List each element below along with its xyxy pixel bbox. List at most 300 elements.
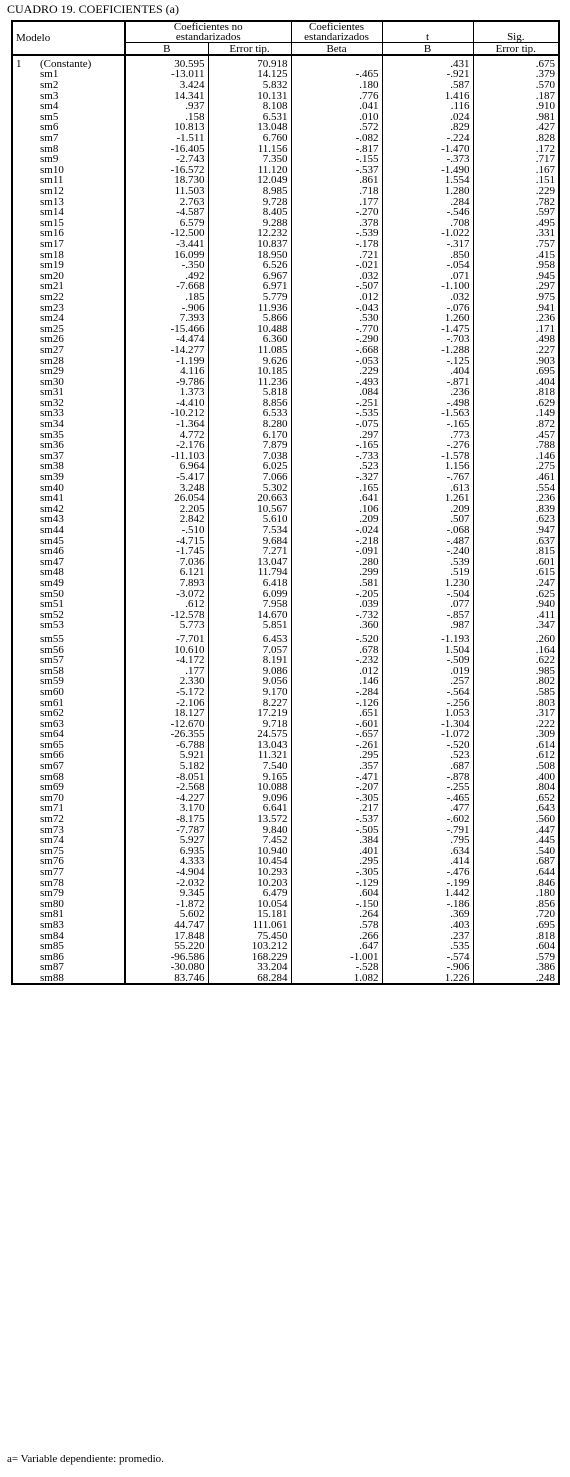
std-error-cell: 13.043 <box>208 740 291 751</box>
std-error-cell: 15.181 <box>208 909 291 920</box>
model-number-cell <box>12 302 37 313</box>
sig-cell: .839 <box>473 504 559 515</box>
table-row <box>12 525 559 536</box>
table-row <box>12 186 559 197</box>
t-cell: -.520 <box>382 740 473 751</box>
b-cell: 1.373 <box>179 387 205 398</box>
b-cell: 10.610 <box>174 644 205 655</box>
sig-cell: .597 <box>473 207 559 218</box>
model-number-cell <box>12 345 37 356</box>
beta-cell: .776 <box>291 90 382 101</box>
table-row <box>12 729 559 740</box>
t-cell: 1.442 <box>382 888 473 899</box>
b-cell: 3.248 <box>179 482 205 493</box>
variable-name-cell: sm50 <box>37 588 125 599</box>
variable-name-cell: sm3 <box>37 90 125 101</box>
variable-name-cell: sm69 <box>37 782 125 793</box>
std-error-cell: 33.204 <box>208 962 291 973</box>
model-number-cell <box>12 888 37 899</box>
variable-name-cell: sm80 <box>37 899 125 910</box>
std-error-cell: 10.837 <box>208 239 291 250</box>
beta-cell: .010 <box>291 112 382 123</box>
sig-cell: .579 <box>473 951 559 962</box>
variable-name-cell: sm48 <box>37 567 125 578</box>
table-row <box>12 909 559 920</box>
model-number-cell <box>12 793 37 804</box>
t-cell: 1.230 <box>382 578 473 589</box>
sig-cell: .411 <box>473 609 559 620</box>
b-cell: .177 <box>185 665 205 677</box>
variable-name-cell: sm19 <box>37 260 125 271</box>
beta-cell: .177 <box>291 196 382 207</box>
sig-cell: .229 <box>473 186 559 197</box>
b-cell: -4.904 <box>176 866 205 878</box>
variable-name-cell: sm1 <box>37 69 125 80</box>
beta-cell: .041 <box>291 101 382 112</box>
sig-cell: .171 <box>473 323 559 334</box>
model-number-cell <box>12 493 37 504</box>
model-number-cell <box>12 218 37 229</box>
model-number-cell <box>12 451 37 462</box>
model-number-cell <box>12 856 37 867</box>
sig-cell: .149 <box>473 408 559 419</box>
table-row <box>12 175 559 186</box>
t-cell: -1.578 <box>382 451 473 462</box>
b-cell: -4.172 <box>176 654 205 666</box>
b-cell: -.906 <box>181 302 205 313</box>
b-cell: -3.072 <box>176 588 205 599</box>
header-model: Modelo <box>12 21 125 55</box>
t-cell: .613 <box>382 482 473 493</box>
beta-cell: -.178 <box>291 239 382 250</box>
model-number-cell <box>12 824 37 835</box>
sig-cell: .570 <box>473 80 559 91</box>
sig-cell: .985 <box>473 665 559 676</box>
b-cell: -.510 <box>181 524 205 536</box>
sig-cell: .445 <box>473 835 559 846</box>
std-error-cell: 20.663 <box>208 493 291 504</box>
std-error-cell: 11.085 <box>208 345 291 356</box>
table-row <box>12 941 559 952</box>
beta-cell: .401 <box>291 846 382 857</box>
model-number-cell <box>12 482 37 493</box>
b-cell: 5.773 <box>179 620 205 631</box>
t-cell: -.791 <box>382 824 473 835</box>
table-row <box>12 323 559 334</box>
beta-cell: .266 <box>291 930 382 941</box>
t-cell: -.878 <box>382 771 473 782</box>
std-error-cell: 10.203 <box>208 877 291 888</box>
b-cell: -1.745 <box>176 545 205 557</box>
table-row <box>12 313 559 324</box>
variable-name-cell: sm9 <box>37 154 125 165</box>
sig-cell: .903 <box>473 355 559 366</box>
sig-cell: .236 <box>473 313 559 324</box>
beta-cell: .039 <box>291 599 382 610</box>
model-number-cell <box>12 665 37 676</box>
variable-name-cell: sm12 <box>37 186 125 197</box>
std-error-cell: 12.049 <box>208 175 291 186</box>
b-cell: -26.355 <box>170 729 205 740</box>
b-cell: 30.595 <box>174 57 205 70</box>
variable-name-cell: sm63 <box>37 718 125 729</box>
variable-name-cell: sm13 <box>37 196 125 207</box>
sig-cell: .554 <box>473 482 559 493</box>
sig-cell: .940 <box>473 599 559 610</box>
sig-cell: .788 <box>473 440 559 451</box>
t-cell: .403 <box>382 920 473 931</box>
sig-cell: .297 <box>473 281 559 292</box>
table-row <box>12 165 559 176</box>
beta-cell: -.535 <box>291 408 382 419</box>
beta-cell: -.155 <box>291 154 382 165</box>
b-cell: -4.474 <box>176 334 205 345</box>
variable-name-cell: sm66 <box>37 750 125 761</box>
table-row <box>12 803 559 814</box>
std-error-cell: 8.191 <box>208 655 291 666</box>
sig-cell: .614 <box>473 740 559 751</box>
std-error-cell: 8.405 <box>208 207 291 218</box>
b-cell: -9.786 <box>176 376 205 387</box>
beta-cell: .106 <box>291 504 382 515</box>
footnote: a= Variable dependiente: promedio. <box>7 1453 164 1465</box>
std-error-cell: 7.350 <box>208 154 291 165</box>
model-number-cell <box>12 408 37 419</box>
beta-cell: .280 <box>291 557 382 568</box>
b-cell: 5.602 <box>179 909 205 920</box>
variable-name-cell: sm78 <box>37 877 125 888</box>
t-cell: .369 <box>382 909 473 920</box>
model-number-cell <box>12 387 37 398</box>
std-error-cell: 5.610 <box>208 514 291 525</box>
sig-cell: .695 <box>473 366 559 377</box>
table-row <box>12 345 559 356</box>
t-cell: .634 <box>382 846 473 857</box>
beta-cell: -.091 <box>291 546 382 557</box>
table-row <box>12 101 559 112</box>
model-number-cell <box>12 398 37 409</box>
sig-cell: .498 <box>473 334 559 345</box>
model-number-cell <box>12 771 37 782</box>
variable-name-cell: sm29 <box>37 366 125 377</box>
sig-cell: .404 <box>473 376 559 387</box>
variable-name-cell: sm65 <box>37 740 125 751</box>
table-row <box>12 718 559 729</box>
variable-name-cell: sm21 <box>37 281 125 292</box>
beta-cell: .578 <box>291 920 382 931</box>
std-error-cell: 10.940 <box>208 846 291 857</box>
sig-cell: .872 <box>473 419 559 430</box>
b-cell: -16.405 <box>170 143 205 154</box>
header-sig-sub: Error tip. <box>473 43 559 55</box>
t-cell: .236 <box>382 387 473 398</box>
table-row <box>12 920 559 931</box>
variable-name-cell: sm85 <box>37 941 125 952</box>
std-error-cell: 14.125 <box>208 69 291 80</box>
std-error-cell: 111.061 <box>208 920 291 931</box>
std-error-cell: 5.818 <box>208 387 291 398</box>
beta-cell: -.465 <box>291 69 382 80</box>
beta-cell: .651 <box>291 708 382 719</box>
std-error-cell: 6.025 <box>208 461 291 472</box>
beta-cell: .165 <box>291 482 382 493</box>
sig-cell: .379 <box>473 69 559 80</box>
sig-cell: .187 <box>473 90 559 101</box>
t-cell: .284 <box>382 196 473 207</box>
model-number-cell <box>12 676 37 687</box>
variable-name-cell: sm52 <box>37 609 125 620</box>
table-row <box>12 546 559 557</box>
t-cell: -1.470 <box>382 143 473 154</box>
b-cell: -12.500 <box>170 228 205 239</box>
sig-cell: .540 <box>473 846 559 857</box>
beta-cell: .299 <box>291 567 382 578</box>
variable-name-cell: sm35 <box>37 429 125 440</box>
sig-cell: .167 <box>473 165 559 176</box>
t-cell: -1.475 <box>382 323 473 334</box>
b-cell: 7.036 <box>179 556 205 568</box>
beta-cell: .530 <box>291 313 382 324</box>
beta-cell: -.024 <box>291 525 382 536</box>
variable-name-cell: sm43 <box>37 514 125 525</box>
coefficients-table <box>11 20 560 985</box>
model-number-cell <box>12 80 37 91</box>
table-row <box>12 750 559 761</box>
t-cell: .519 <box>382 567 473 578</box>
t-cell: 1.156 <box>382 461 473 472</box>
table-row <box>12 588 559 599</box>
header-unstandardized: Coeficientes no estandarizados <box>173 21 243 43</box>
model-number-cell <box>12 920 37 931</box>
beta-cell: -.232 <box>291 655 382 666</box>
table-row <box>12 888 559 899</box>
table-row <box>12 143 559 154</box>
variable-name-cell: sm70 <box>37 793 125 804</box>
std-error-cell: 12.232 <box>208 228 291 239</box>
model-number-cell <box>12 429 37 440</box>
model-number-cell <box>12 525 37 536</box>
sig-cell: .782 <box>473 196 559 207</box>
variable-name-cell: sm39 <box>37 472 125 483</box>
sig-cell: .222 <box>473 718 559 729</box>
variable-name-cell: sm24 <box>37 313 125 324</box>
sig-cell: .804 <box>473 782 559 793</box>
table-row <box>12 196 559 207</box>
beta-cell: .357 <box>291 761 382 772</box>
beta-cell: .012 <box>291 292 382 303</box>
model-number-cell <box>12 366 37 377</box>
beta-cell: .032 <box>291 270 382 281</box>
model-number-cell <box>12 557 37 568</box>
model-number-cell <box>12 175 37 186</box>
std-error-cell: 17.219 <box>208 708 291 719</box>
beta-cell: .647 <box>291 941 382 952</box>
beta-cell: -.251 <box>291 398 382 409</box>
table-row <box>12 55 559 70</box>
beta-cell: .295 <box>291 856 382 867</box>
b-cell: -12.578 <box>170 609 205 621</box>
std-error-cell: 11.236 <box>208 376 291 387</box>
sig-cell: .687 <box>473 856 559 867</box>
sig-cell: .675 <box>473 55 559 70</box>
t-cell: -.574 <box>382 951 473 962</box>
std-error-cell: 13.047 <box>208 557 291 568</box>
table-row <box>12 557 559 568</box>
sig-cell: .457 <box>473 429 559 440</box>
variable-name-cell: sm17 <box>37 239 125 250</box>
sig-cell: .495 <box>473 218 559 229</box>
beta-cell: -.021 <box>291 260 382 271</box>
t-cell: -.703 <box>382 334 473 345</box>
table-row <box>12 292 559 303</box>
model-number-cell <box>12 867 37 878</box>
std-error-cell: 7.066 <box>208 472 291 483</box>
sig-cell: .802 <box>473 676 559 687</box>
table-row <box>12 930 559 941</box>
table-row <box>12 899 559 910</box>
b-cell: 5.182 <box>179 760 205 772</box>
table-row <box>12 376 559 387</box>
sig-cell: .828 <box>473 133 559 144</box>
std-error-cell: 6.641 <box>208 803 291 814</box>
variable-name-cell: sm36 <box>37 440 125 451</box>
b-cell: 6.121 <box>179 567 205 578</box>
b-cell: -4.715 <box>176 535 205 546</box>
std-error-cell: 5.832 <box>208 80 291 91</box>
variable-name-cell: sm57 <box>37 655 125 666</box>
variable-name-cell: sm87 <box>37 962 125 973</box>
model-number-cell <box>12 930 37 941</box>
model-number-cell <box>12 909 37 920</box>
b-cell: .612 <box>185 598 205 610</box>
table-row <box>12 419 559 430</box>
model-number-cell <box>12 655 37 666</box>
sig-cell: .461 <box>473 472 559 483</box>
variable-name-cell: sm20 <box>37 270 125 281</box>
t-cell: .032 <box>382 292 473 303</box>
table-row <box>12 620 559 631</box>
sig-cell: .447 <box>473 824 559 835</box>
model-number-cell <box>12 90 37 101</box>
b-cell: -4.410 <box>176 397 205 409</box>
std-error-cell: 6.526 <box>208 260 291 271</box>
b-cell: 2.842 <box>179 514 205 525</box>
t-cell: .535 <box>382 941 473 952</box>
table-row <box>12 951 559 962</box>
sig-cell: .818 <box>473 387 559 398</box>
t-cell: .404 <box>382 366 473 377</box>
variable-name-cell: sm25 <box>37 323 125 334</box>
sig-cell: .347 <box>473 620 559 631</box>
model-number-cell <box>12 697 37 708</box>
b-cell: -30.080 <box>170 962 205 973</box>
b-cell: 2.330 <box>179 676 205 687</box>
b-cell: .158 <box>185 111 205 123</box>
table-row <box>12 514 559 525</box>
beta-cell: -.733 <box>291 451 382 462</box>
table-row <box>12 578 559 589</box>
b-cell: 6.964 <box>179 461 205 472</box>
table-row <box>12 687 559 698</box>
model-number-cell <box>12 877 37 888</box>
sig-cell: .247 <box>473 578 559 589</box>
sig-cell: .151 <box>473 175 559 186</box>
variable-name-cell: sm31 <box>37 387 125 398</box>
b-cell: 55.220 <box>174 940 205 952</box>
variable-name-cell: sm45 <box>37 535 125 546</box>
table-row <box>12 334 559 345</box>
b-cell: 6.579 <box>179 217 205 229</box>
model-number-cell <box>12 122 37 133</box>
model-number-cell <box>12 355 37 366</box>
beta-cell: .084 <box>291 387 382 398</box>
beta-cell: -.507 <box>291 281 382 292</box>
b-cell: -4.587 <box>176 206 205 218</box>
beta-cell: .012 <box>291 665 382 676</box>
t-cell: 1.261 <box>382 493 473 504</box>
std-error-cell: 8.856 <box>208 398 291 409</box>
table-row <box>12 814 559 825</box>
b-cell: 18.127 <box>174 707 205 719</box>
table-row <box>12 281 559 292</box>
t-cell: -.906 <box>382 962 473 973</box>
table-row <box>12 867 559 878</box>
sig-cell: .695 <box>473 920 559 931</box>
table-row <box>12 302 559 313</box>
model-number-cell <box>12 941 37 952</box>
b-cell: -2.032 <box>176 877 205 888</box>
std-error-cell: 7.879 <box>208 440 291 451</box>
beta-cell: -.165 <box>291 440 382 451</box>
model-number-cell <box>12 740 37 751</box>
variable-name-cell: sm81 <box>37 909 125 920</box>
sig-cell: .625 <box>473 588 559 599</box>
t-cell: 1.053 <box>382 708 473 719</box>
table-row <box>12 824 559 835</box>
sig-cell: .560 <box>473 814 559 825</box>
t-cell: .523 <box>382 750 473 761</box>
beta-cell: -.601 <box>291 718 382 729</box>
t-cell: .071 <box>382 270 473 281</box>
variable-name-cell: sm84 <box>37 930 125 941</box>
table-row <box>12 835 559 846</box>
variable-name-cell: sm47 <box>37 557 125 568</box>
beta-cell: -.537 <box>291 165 382 176</box>
model-number-cell <box>12 546 37 557</box>
std-error-cell: 10.088 <box>208 782 291 793</box>
std-error-cell: 11.156 <box>208 143 291 154</box>
t-cell: .507 <box>382 514 473 525</box>
std-error-cell: 10.454 <box>208 856 291 867</box>
model-number-cell <box>12 440 37 451</box>
beta-cell: -1.001 <box>291 951 382 962</box>
sig-cell: .386 <box>473 962 559 973</box>
b-cell: -5.172 <box>176 686 205 698</box>
b-cell: 5.927 <box>179 834 205 846</box>
beta-cell: -.471 <box>291 771 382 782</box>
sig-cell: .941 <box>473 302 559 313</box>
b-cell: -11.103 <box>171 450 205 462</box>
table-row <box>12 962 559 973</box>
t-cell: -.224 <box>382 133 473 144</box>
sig-cell: .248 <box>473 973 559 985</box>
b-cell: 7.393 <box>179 312 205 324</box>
beta-cell: .604 <box>291 888 382 899</box>
table-row <box>12 761 559 772</box>
model-number-cell <box>12 750 37 761</box>
std-error-cell: 10.185 <box>208 366 291 377</box>
beta-cell: -.305 <box>291 793 382 804</box>
